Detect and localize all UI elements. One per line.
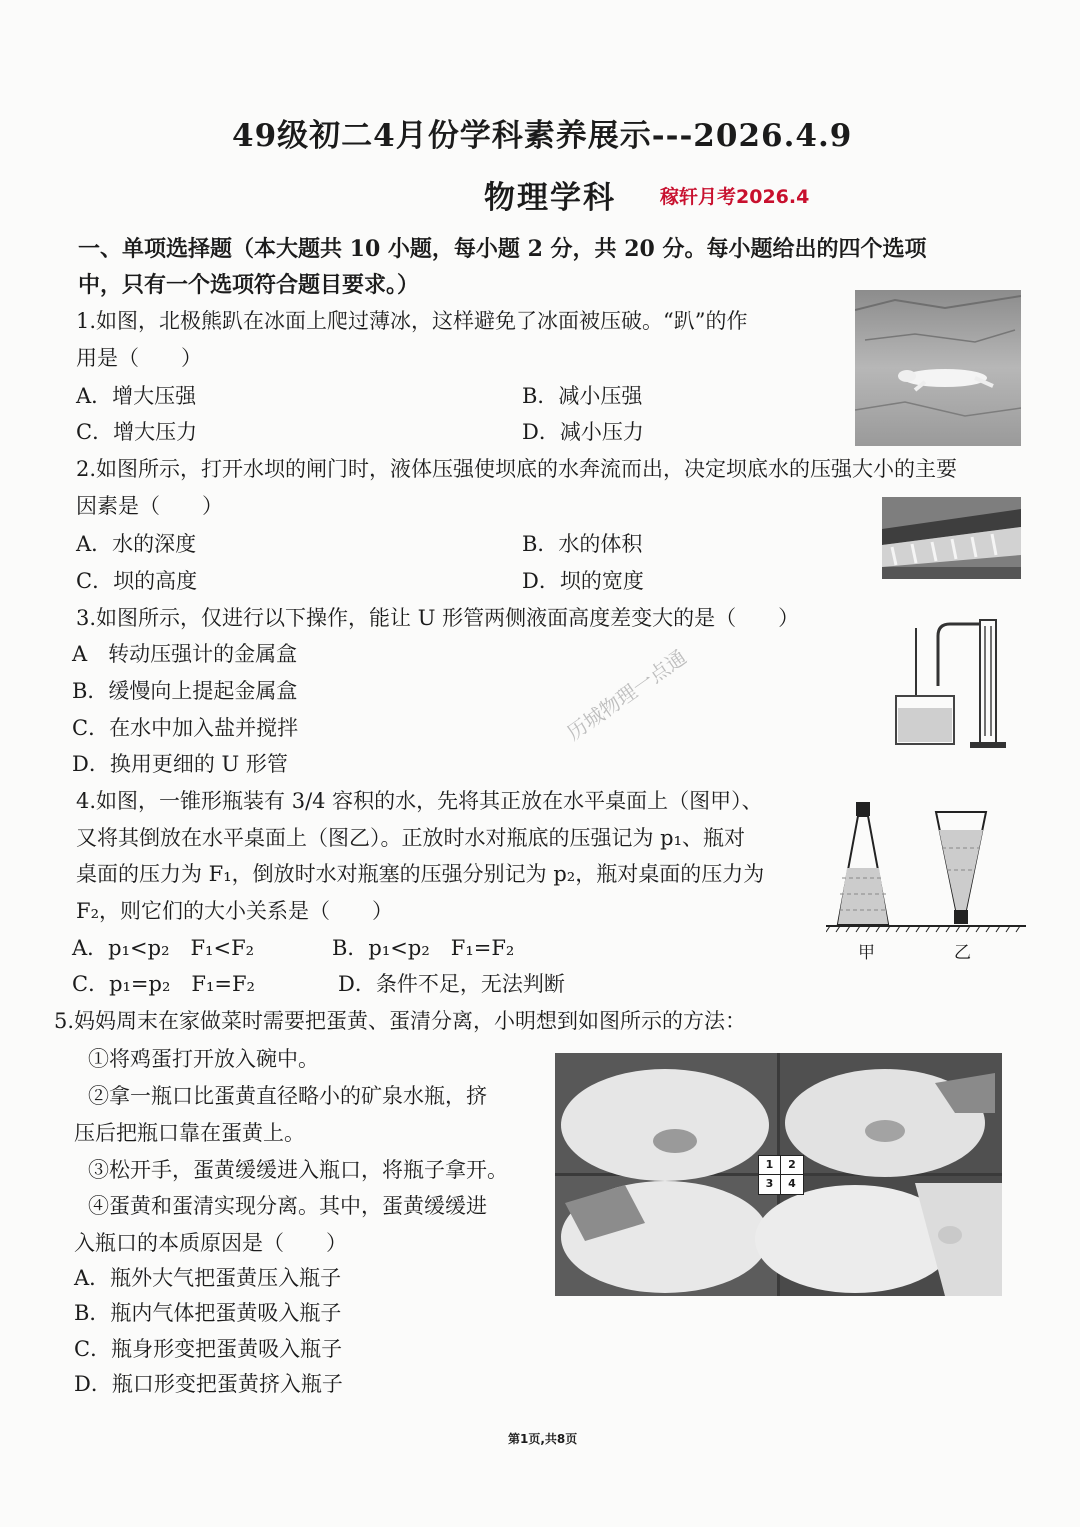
grid-label: 2 <box>781 1156 803 1175</box>
q5-option-c: C．瓶身形变把蛋黄吸入瓶子 <box>74 1337 343 1361</box>
q4-stem-line1: 4.如图，一锥形瓶装有 3/4 容积的水，先将其正放在水平桌面上（图甲）、 <box>76 789 763 813</box>
q4-stem-line4: F₂，则它们的大小关系是（ ） <box>76 899 393 923</box>
q2-option-d: D．坝的宽度 <box>522 569 644 593</box>
q5-step2-line2: 压后把瓶口靠在蛋黄上。 <box>74 1121 305 1145</box>
q5-step1: ①将鸡蛋打开放入碗中。 <box>88 1047 319 1071</box>
section-heading-line2: 中，只有一个选项符合题目要求。） <box>78 272 420 298</box>
section-heading-line1: 一、单项选择题（本大题共 10 小题，每小题 2 分，共 20 分。每小题给出的四个选项 <box>78 236 927 262</box>
q2-option-c: C．坝的高度 <box>76 569 198 593</box>
q4-option-d: D．条件不足，无法判断 <box>338 972 565 996</box>
polar-bear-photo <box>855 290 1021 446</box>
q5-step4-line1: ④蛋黄和蛋清实现分离。其中，蛋黄缓缓进 <box>88 1194 487 1218</box>
egg-separation-photos <box>555 1053 1002 1296</box>
q4-option-a: A．p₁<p₂ F₁<F₂ <box>72 936 255 960</box>
dam-photo <box>882 497 1021 579</box>
subject-title: 物理学科 <box>484 180 616 216</box>
pressure-gauge-figure <box>888 616 1028 756</box>
q3-option-a: A 转动压强计的金属盒 <box>72 642 298 666</box>
conical-flask-figure <box>826 798 1026 964</box>
fig-label-jia: 甲 <box>858 943 875 963</box>
q5-step2-line1: ②拿一瓶口比蛋黄直径略小的矿泉水瓶，挤 <box>88 1084 487 1108</box>
q2-option-b: B．水的体积 <box>522 532 643 556</box>
q2-stem-line2: 因素是（ ） <box>76 494 223 518</box>
fig-label-yi: 乙 <box>954 943 971 963</box>
q1-stem-line1: 1.如图，北极熊趴在冰面上爬过薄冰，这样避免了冰面被压破。“趴”的作 <box>76 309 748 333</box>
grid-label: 4 <box>788 1177 796 1190</box>
q4-stem-line3: 桌面的压力为 F₁，倒放时水对瓶塞的压强分别记为 p₂，瓶对桌面的压力为 <box>76 862 765 886</box>
q3-option-b: B．缓慢向上提起金属盒 <box>72 679 298 703</box>
q5-step3: ③松开手，蛋黄缓缓进入瓶口，将瓶子拿开。 <box>88 1158 508 1182</box>
q5-stem: 5.妈妈周末在家做菜时需要把蛋黄、蛋清分离，小明想到如图所示的方法： <box>54 1009 747 1033</box>
q5-option-b: B．瓶内气体把蛋黄吸入瓶子 <box>74 1301 342 1325</box>
q5-option-a: A．瓶外大气把蛋黄压入瓶子 <box>74 1266 342 1290</box>
watermark-text: 历城物理一点通 <box>562 644 691 745</box>
grid-label: 3 <box>759 1175 781 1194</box>
q1-option-c: C．增大压力 <box>76 420 198 444</box>
q1-option-a: A．增大压强 <box>76 384 197 408</box>
q3-option-c: C．在水中加入盐并搅拌 <box>72 716 299 740</box>
q1-option-b: B．减小压强 <box>522 384 643 408</box>
handwritten-stamp: 稼轩月考2026.4 <box>660 186 810 208</box>
grid-label: 1 <box>759 1156 781 1175</box>
q3-option-d: D．换用更细的 U 形管 <box>72 752 288 776</box>
q3-stem: 3.如图所示，仅进行以下操作，能让 U 形管两侧液面高度差变大的是（ ） <box>76 606 800 630</box>
q2-option-a: A．水的深度 <box>76 532 197 556</box>
page-number: 第1页,共8页 <box>508 1432 578 1446</box>
photo-step-grid <box>758 1155 804 1195</box>
q5-option-d: D．瓶口形变把蛋黄挤入瓶子 <box>74 1372 343 1396</box>
q4-option-c: C．p₁=p₂ F₁=F₂ <box>72 972 255 996</box>
q2-stem-line1: 2.如图所示，打开水坝的闸门时，液体压强使坝底的水奔流而出，决定坝底水的压强大小的主要 <box>76 457 958 481</box>
q4-option-b: B．p₁<p₂ F₁=F₂ <box>332 936 515 960</box>
q4-stem-line2: 又将其倒放在水平桌面上（图乙）。正放时水对瓶底的压强记为 p₁、瓶对 <box>76 826 746 850</box>
q1-stem-line2: 用是（ ） <box>76 346 202 370</box>
q1-option-d: D．减小压力 <box>522 420 644 444</box>
exam-title: 49级初二4月份学科素养展示---2026.4.9 <box>232 118 853 154</box>
q5-step4-line2: 入瓶口的本质原因是（ ） <box>74 1231 347 1255</box>
